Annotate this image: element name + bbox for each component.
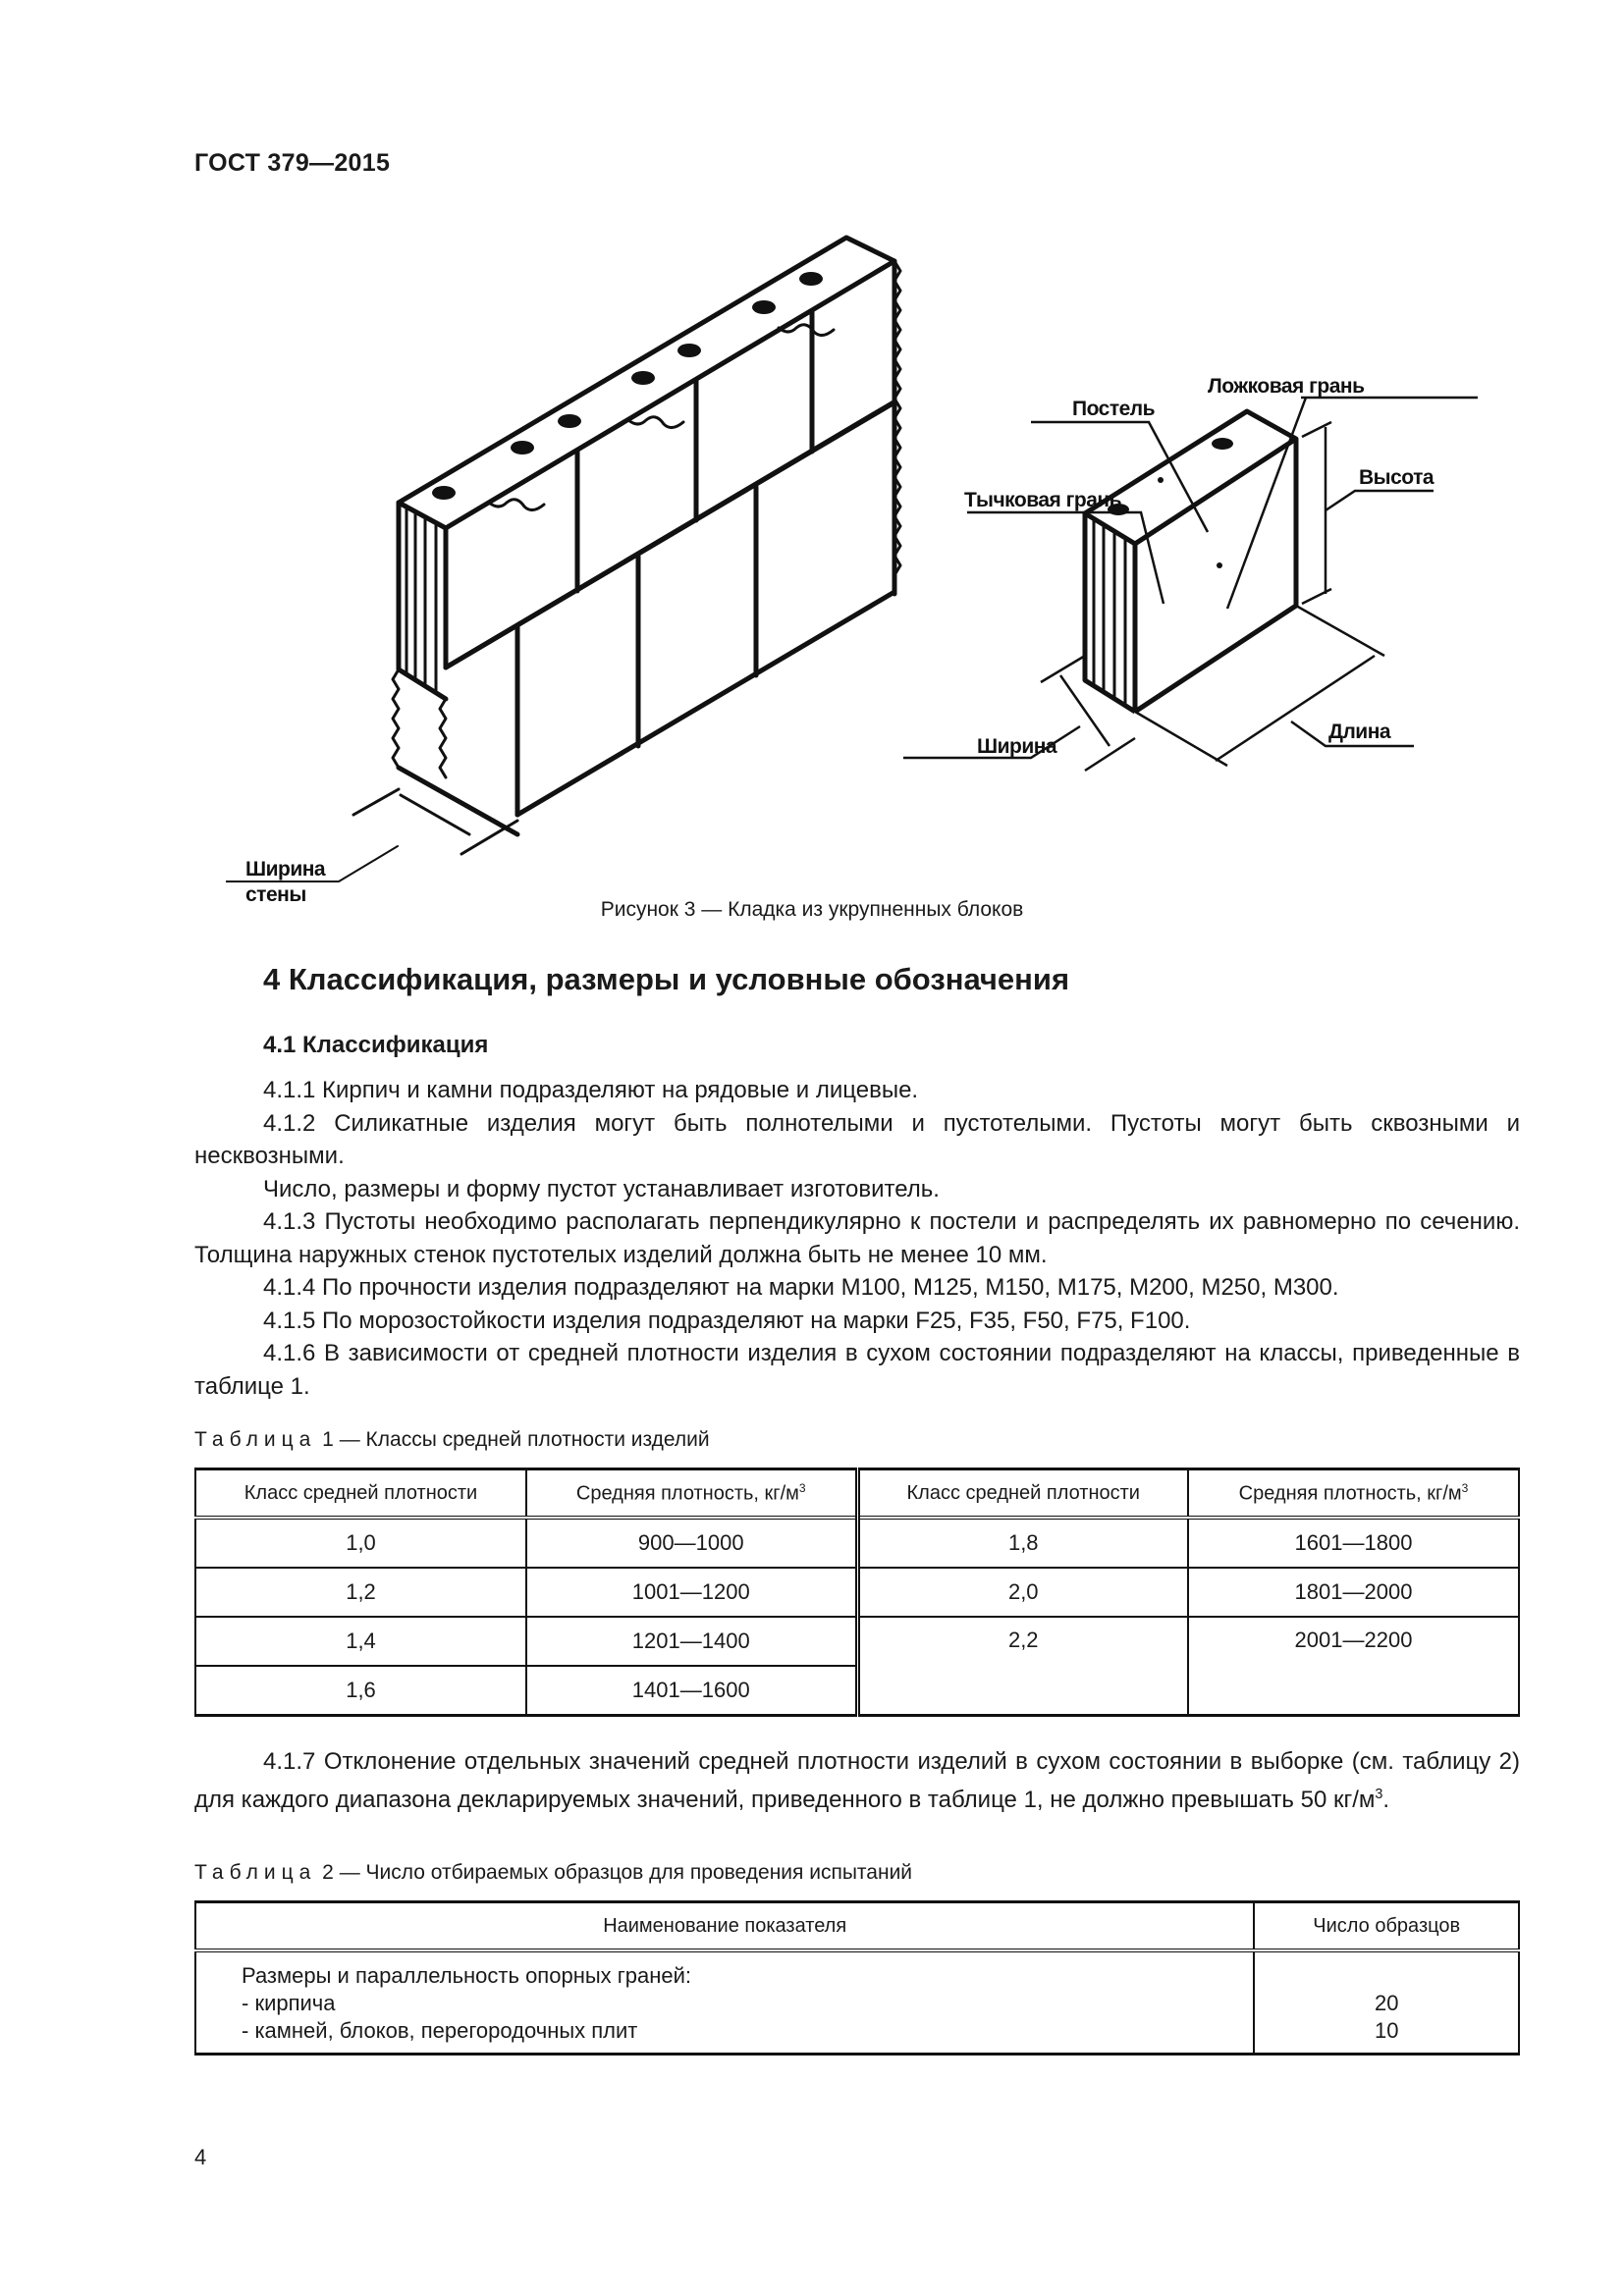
table-row: 1,4 1201—1400 2,2 2001—2200 (195, 1617, 1519, 1666)
page-number: 4 (194, 2145, 207, 2169)
col-header: Наименование показателя (195, 1902, 1254, 1951)
paragraph: 4.1.6 В зависимости от средней плотности изделия в сухом состоянии подразделяют на классы, приведенные в таблице 1. (194, 1340, 1520, 1400)
table-row: 1,2 1001—1200 2,0 1801—2000 (195, 1568, 1519, 1617)
table-header-row (195, 1469, 1519, 1519)
paragraph-4-1-7: 4.1.7 Отклонение отдельных значений средней плотности изделий в сухом состоянии в выборке (см. таблицу 2) для каждого диапазона декларируемых значений, приведенного в таблице 1, не должно превышать 50 $кг/м^3$. (194, 1748, 1520, 1813)
label-wall-width-2: стены (245, 883, 306, 903)
label-height: Высота (1359, 466, 1435, 489)
wall-drawing (226, 238, 900, 881)
paragraph: Число, размеры и форму пустот устанавливает изготовитель. (263, 1175, 940, 1202)
table2-caption-prefix: Таблица (194, 1861, 317, 1884)
sample-count-table (194, 1900, 1520, 2056)
col-header: Средняя плотность, $кг/м^3$ (1188, 1469, 1519, 1519)
document-header: ГОСТ 379—2015 (194, 149, 391, 177)
paragraph: 4.1.1 Кирпич и камни подразделяют на рядовые и лицевые. (263, 1077, 919, 1103)
col-header: Средняя плотность, $кг/м^3$ (526, 1469, 857, 1519)
paragraph: 4.1.2 Силикатные изделия могут быть полнотелыми и пустотелыми. Пустоты могут быть сквозными и несквозными. (194, 1109, 1520, 1169)
label-width: Ширина (977, 735, 1057, 758)
col-header: Класс средней плотности (857, 1469, 1188, 1519)
label-header-face: Тычковая грань (964, 489, 1121, 511)
label-bed: Постель (1072, 398, 1156, 420)
col-header: Число образцов (1254, 1902, 1519, 1951)
label-wall-width-1: Ширина (245, 858, 326, 881)
section-body (194, 1074, 1520, 1403)
paragraph: 4.1.4 По прочности изделия подразделяют на марки М100, М125, М150, М175, М200, М250, М300. (263, 1274, 1339, 1301)
table1-caption-prefix: Таблица (194, 1428, 317, 1451)
block-dimension-lines (903, 398, 1478, 771)
density-classes-table (194, 1468, 1520, 1717)
section-heading: 4 Классификация, размеры и условные обозначения (263, 962, 1070, 996)
table-row: 1,6 1401—1600 (195, 1666, 1519, 1716)
label-length: Длина (1328, 721, 1391, 743)
figure-3-block-masonry (226, 226, 1522, 903)
block-drawing (1085, 411, 1296, 712)
table1-caption: Таблица 1 — Классы средней плотности изделий (194, 1428, 710, 1451)
table-row: 1,0 900—1000 1,8 1601—1800 (195, 1518, 1519, 1568)
void-symbols (432, 272, 823, 500)
table-row: Размеры и параллельность опорных граней: - кирпича - камней, блоков, перегородочных плит 20 10 (195, 1950, 1519, 2055)
paragraph: 4.1.3 Пустоты необходимо располагать перпендикулярно к постели и распределять их равномерно по сечению. Толщина наружных стенок пустотелых изделий должна быть не менее 10 мм. (194, 1208, 1520, 1268)
table2-caption: Таблица 2 — Число отбираемых образцов для проведения испытаний (194, 1861, 913, 1884)
figure-caption: Рисунок 3 — Кладка из укрупненных блоков (600, 898, 1024, 921)
paragraph: 4.1.5 По морозостойкости изделия подразделяют на марки F25, F35, F50, F75, F100. (263, 1307, 1191, 1334)
subsection-heading: 4.1 Классификация (263, 1032, 489, 1058)
label-stretcher-face: Ложковая грань (1208, 375, 1365, 398)
col-header: Класс средней плотности (195, 1469, 526, 1519)
table-header-row (195, 1902, 1519, 1951)
